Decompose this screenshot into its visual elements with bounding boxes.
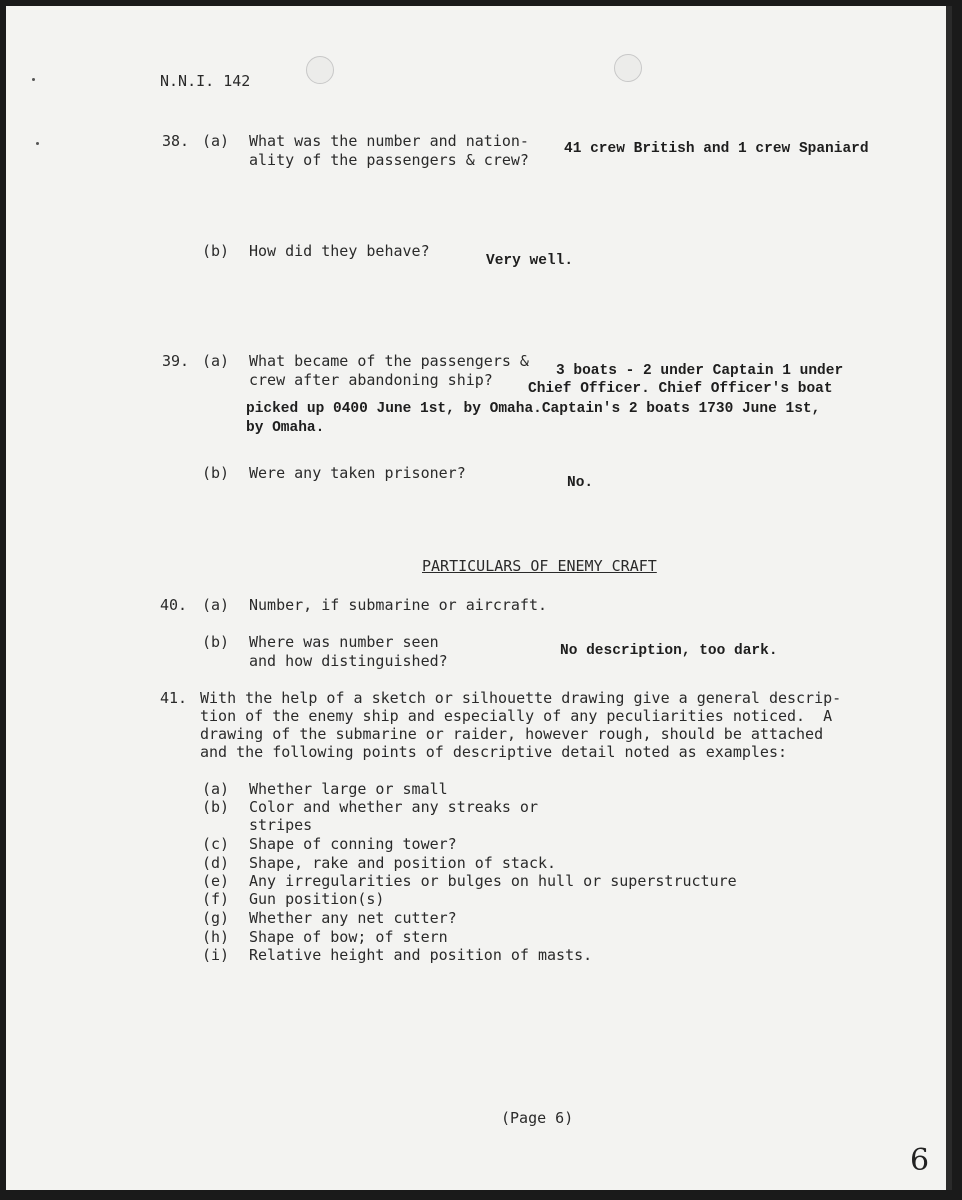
question-40b-line1: Where was number seen xyxy=(249,633,439,651)
detail-point-text: Whether large or small xyxy=(249,780,448,798)
form-header: N.N.I. 142 xyxy=(160,72,251,90)
detail-point-text: Whether any net cutter? xyxy=(249,909,457,927)
question-39a-line1: What became of the passengers & xyxy=(249,352,529,370)
question-38a-line2: ality of the passengers & crew? xyxy=(249,151,529,169)
detail-point-text: Shape of conning tower? xyxy=(249,835,457,853)
detail-point-text: stripes xyxy=(249,816,313,834)
question-41-line2: tion of the enemy ship and especially of any peculiarities noticed. A xyxy=(200,707,833,725)
ink-speck xyxy=(36,142,39,145)
question-39a-line2: crew after abandoning ship? xyxy=(249,371,493,389)
question-41-line1: With the help of a sketch or silhouette drawing give a general descrip- xyxy=(200,689,842,707)
answer-38a: 41 crew British and 1 crew Spaniard xyxy=(564,141,869,157)
answer-39a-line2: Chief Officer. Chief Officer's boat xyxy=(528,381,833,397)
section-title: PARTICULARS OF ENEMY CRAFT xyxy=(422,557,657,575)
detail-point-text: Color and whether any streaks or xyxy=(249,798,538,816)
answer-38b: Very well. xyxy=(486,253,574,269)
question-41-number: 41. xyxy=(160,689,188,707)
question-41-line3: drawing of the submarine or raider, however rough, should be attached xyxy=(200,725,824,743)
detail-point-letter: (f) xyxy=(202,890,230,908)
question-41-line4: and the following points of descriptive detail noted as examples: xyxy=(200,743,787,761)
answer-40b: No description, too dark. xyxy=(560,643,778,659)
question-40-number: 40. xyxy=(160,596,188,614)
detail-point-text: Shape, rake and position of stack. xyxy=(249,854,557,872)
detail-point-letter: (g) xyxy=(202,909,230,927)
document-page xyxy=(6,6,952,1190)
detail-point-text: Any irregularities or bulges on hull or superstructure xyxy=(249,872,737,890)
detail-point-letter: (c) xyxy=(202,835,230,853)
detail-point-letter: (e) xyxy=(202,872,230,890)
question-38a-letter: (a) xyxy=(202,132,230,150)
detail-point-text: Gun position(s) xyxy=(249,890,385,908)
page-footer: (Page 6) xyxy=(501,1109,574,1127)
answer-39a-line3: picked up 0400 June 1st, by Omaha.Captain's 2 boats 1730 June 1st, xyxy=(246,401,821,417)
question-40b-line2: and how distinguished? xyxy=(249,652,448,670)
detail-point-letter: (d) xyxy=(202,854,230,872)
question-39-number: 39. xyxy=(162,352,190,370)
answer-39a-line4: by Omaha. xyxy=(246,420,325,436)
question-39b-text: Were any taken prisoner? xyxy=(249,464,466,482)
question-40a-letter: (a) xyxy=(202,596,230,614)
question-40a-text: Number, if submarine or aircraft. xyxy=(249,596,548,614)
answer-39a-line1: 3 boats - 2 under Captain 1 under xyxy=(556,363,844,379)
question-39b-letter: (b) xyxy=(202,464,230,482)
question-38-number: 38. xyxy=(162,132,190,150)
detail-point-letter: (i) xyxy=(202,946,230,964)
question-38b-letter: (b) xyxy=(202,242,230,260)
detail-point-text: Shape of bow; of stern xyxy=(249,928,448,946)
question-39a-letter: (a) xyxy=(202,352,230,370)
page-edge-shadow xyxy=(946,6,952,1190)
detail-point-letter: (b) xyxy=(202,798,230,816)
detail-point-letter: (h) xyxy=(202,928,230,946)
question-40b-letter: (b) xyxy=(202,633,230,651)
question-38b-text: How did they behave? xyxy=(249,242,430,260)
answer-39b: No. xyxy=(567,475,594,491)
detail-point-text: Relative height and position of masts. xyxy=(249,946,593,964)
punch-hole-right xyxy=(614,54,642,82)
handwritten-page-mark: 6 xyxy=(910,1143,930,1178)
detail-point-letter: (a) xyxy=(202,780,230,798)
question-38a-line1: What was the number and nation- xyxy=(249,132,529,150)
ink-speck xyxy=(32,78,35,81)
punch-hole-left xyxy=(306,56,334,84)
